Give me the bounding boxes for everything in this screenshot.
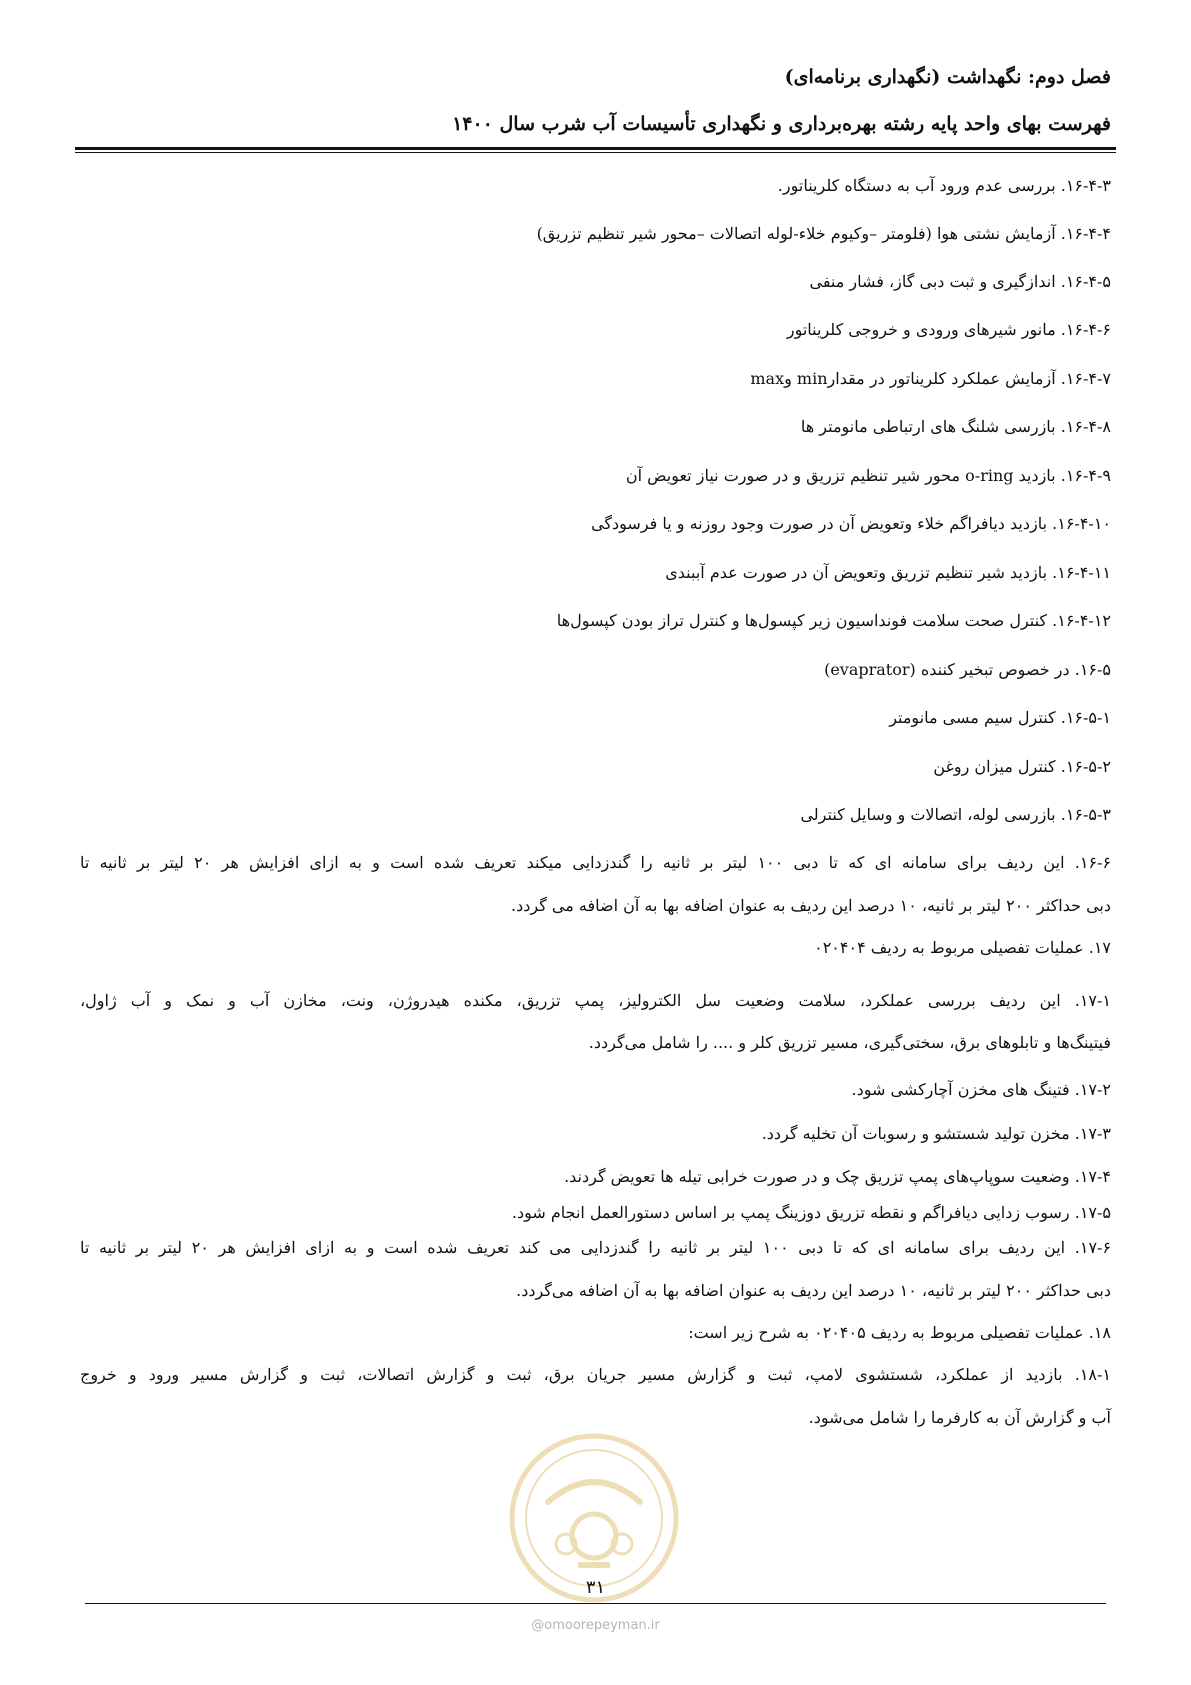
header-rule-thin <box>75 152 1116 153</box>
item-16-4-5: ۱۶-۴-۵. اندازگیری و ثبت دبی گاز، فشار منفی <box>809 272 1111 291</box>
item-17: ۱۷. عملیات تفصیلی مربوط به ردیف ۰۲۰۴۰۴ <box>814 938 1111 957</box>
footer-rule <box>85 1603 1106 1604</box>
item-16-4-9: ۱۶-۴-۹. بازدید o-ring محور شیر تنظیم تزریق و در صورت نیاز تعویض آن <box>625 466 1111 485</box>
item-17-2: ۱۷-۲. فتینگ های مخزن آچارکشی شود. <box>851 1080 1111 1099</box>
item-18: ۱۸. عملیات تفصیلی مربوط به ردیف ۰۲۰۴۰۵ به شرح زیر است: <box>688 1323 1111 1342</box>
item-17-5: ۱۷-۵. رسوب زدایی دیافراگم و نقطه تزریق دوزینگ پمپ بر اساس دستورالعمل انجام شود. <box>511 1203 1111 1222</box>
item-18-1-cont: آب و گزارش آن به کارفرما را شامل می‌شود. <box>808 1408 1111 1427</box>
item-16-4-8: ۱۶-۴-۸. بازرسی شلنگ های ارتباطی مانومتر ها <box>800 417 1111 436</box>
item-16-5-1: ۱۶-۵-۱. کنترل سیم مسی مانومتر <box>889 708 1111 727</box>
item-17-4: ۱۷-۴. وضعیت سوپاپ‌های پمپ تزریق چک و در صورت خرابی تیله ها تعویض گردند. <box>564 1167 1111 1186</box>
item-16-6: ۱۶-۶. این ردیف برای سامانه ای که تا دبی ۱۰۰ لیتر بر ثانیه را گندزدایی میکند تعریف شده است و به ازای افزایش هر ۲۰ لیتر بر ثانیه تا <box>80 853 1112 872</box>
chapter-title: فصل دوم: نگهداشت (نگهداری برنامه‌ای) <box>784 66 1111 88</box>
item-16-6-cont: دبی حداکثر ۲۰۰ لیتر بر ثانیه، ۱۰ درصد این ردیف به عنوان اضافه بها به آن اضافه می گردد. <box>511 896 1111 915</box>
item-17-1: ۱۷-۱. این ردیف بررسی عملکرد، سلامت وضعیت سل الکترولیز، پمپ تزریق، مکنده هیدروژن، ونت، مخازن آب و نمک و آب ژاول، <box>80 991 1111 1010</box>
item-16-4-10: ۱۶-۴-۱۰. بازدید دیافراگم خلاء وتعویض آن در صورت وجود روزنه و یا فرسودگی <box>591 514 1111 533</box>
item-16-4-4: ۱۶-۴-۴. آزمایش نشتی هوا (فلومتر –وکیوم خلاء-لوله اتصالات –محور شیر تنظیم تزریق) <box>536 224 1111 243</box>
site-watermark: @omoorepeyman.ir <box>531 1618 660 1633</box>
item-16-4-12: ۱۶-۴-۱۲. کنترل صحت سلامت فونداسیون زیر کپسول‌ها و کنترل تراز بودن کپسول‌ها <box>556 611 1111 630</box>
item-17-6-cont: دبی حداکثر ۲۰۰ لیتر بر ثانیه، ۱۰ درصد این ردیف به عنوان اضافه بها به آن اضافه می‌گردد. <box>516 1281 1111 1300</box>
item-16-5-2: ۱۶-۵-۲. کنترل میزان روغن <box>933 757 1111 776</box>
item-17-6: ۱۷-۶. این ردیف برای سامانه ای که تا دبی ۱۰۰ لیتر بر ثانیه را گندزدایی می کند تعریف شده است و به ازای افزایش هر ۲۰ لیتر بر ثانیه تا <box>80 1238 1112 1257</box>
item-16-4-3: ۱۶-۴-۳. بررسی عدم ورود آب به دستگاه کلریناتور. <box>777 176 1111 195</box>
item-18-1: ۱۸-۱. بازدید از عملکرد، شستشوی لامپ، ثبت و گزارش مسیر جریان برق، ثبت و گزارش اتصالات، ثبت و گزارش مسیر ورود و خروج <box>80 1365 1111 1384</box>
item-16-4-11: ۱۶-۴-۱۱. بازدید شیر تنظیم تزریق وتعویض آن در صورت عدم آببندی <box>665 563 1111 582</box>
item-17-1-cont: فیتینگ‌ها و تابلوهای برق، سختی‌گیری، مسیر تزریق کلر و .... را شامل می‌گردد. <box>588 1033 1111 1052</box>
item-16-4-6: ۱۶-۴-۶. مانور شیرهای ورودی و خروجی کلریناتور <box>786 320 1111 339</box>
item-17-3: ۱۷-۳. مخزن تولید شستشو و رسوبات آن تخلیه گردد. <box>761 1124 1111 1143</box>
item-16-4-7: ۱۶-۴-۷. آزمایش عملکرد کلریناتور در مقدارmin وmax <box>750 369 1111 388</box>
document-title: فهرست بهای واحد پایه رشته بهره‌برداری و نگهداری تأسیسات آب شرب سال ۱۴۰۰ <box>452 113 1111 135</box>
item-16-5: ۱۶-۵. در خصوص تبخیر کننده (evaprator) <box>824 660 1111 679</box>
item-16-5-3: ۱۶-۵-۳. بازرسی لوله، اتصالات و وسایل کنترلی <box>800 805 1111 824</box>
header-rule-thick <box>75 147 1116 150</box>
page-number: ۳۱ <box>585 1577 606 1598</box>
